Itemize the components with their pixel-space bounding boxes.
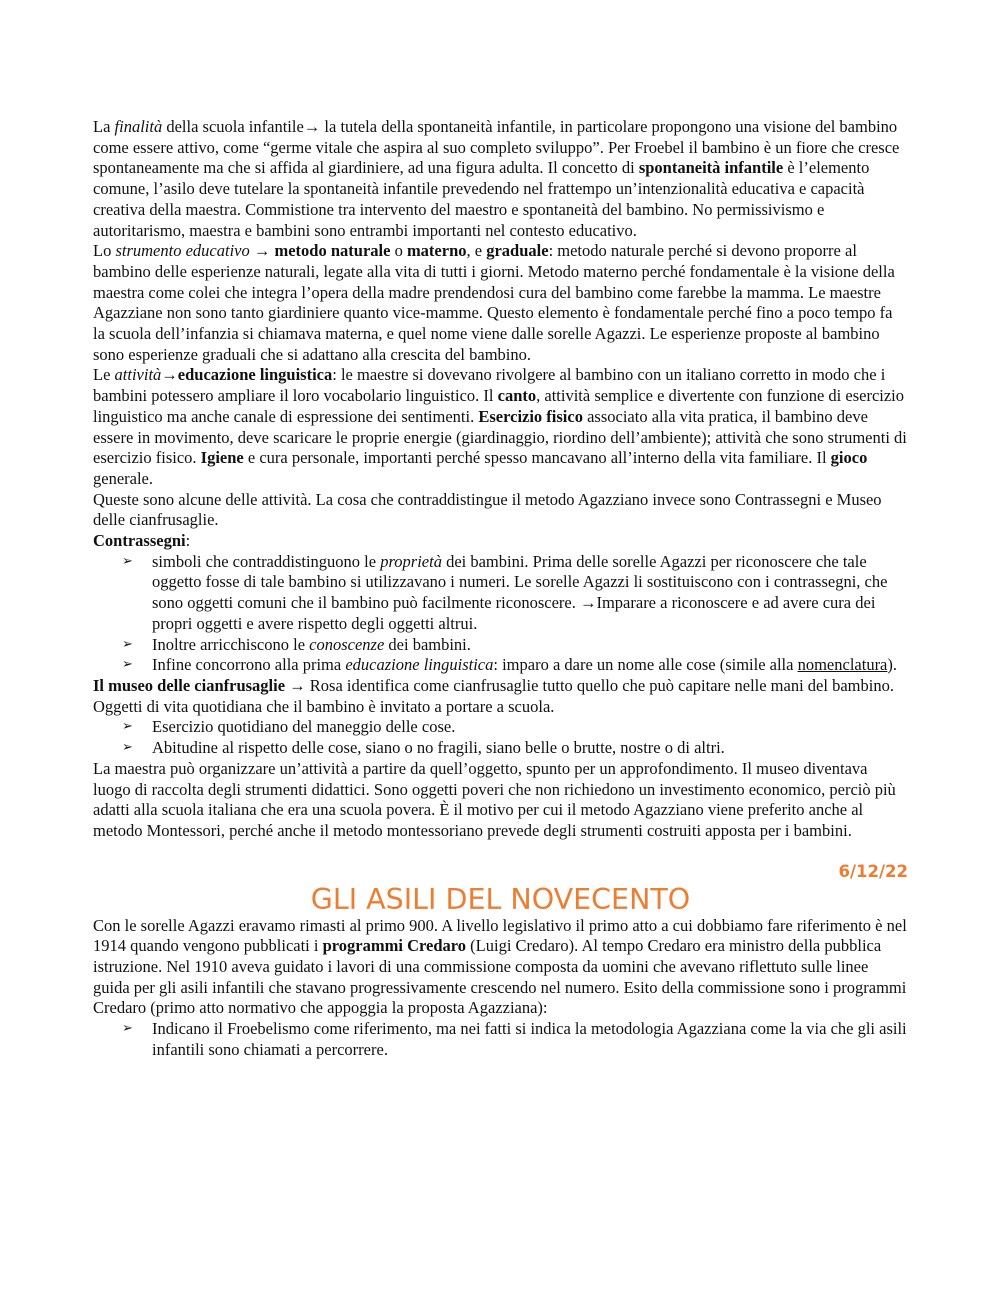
contrassegni-list [93, 552, 908, 676]
paragraph-attivita [93, 365, 908, 489]
right-arrow-icon: → [161, 365, 178, 385]
term-graduale: graduale [486, 241, 549, 261]
term-canto: canto [497, 386, 537, 406]
text: o [390, 241, 407, 261]
text: la tutela della spontaneità infantile, in particolare propongono una visione del bambino come essere attivo, come “germe vitale che aspira al suo completo sviluppo”. Per Froebel il bambino è un fiore che cresce spontaneamente ma che si affida al giardiniere, ad una figura adulta. Il concetto di [93, 117, 900, 178]
right-arrow-icon: → [579, 593, 597, 613]
paragraph-strumento [93, 241, 908, 365]
term-educazione-linguistica: educazione linguistica [345, 655, 494, 675]
text: e cura personale, importanti perché spesso mancavano all’interno della vita familiare. Il [243, 448, 831, 468]
paragraph-maestra: La maestra può organizzare un’attività a partire da quell’oggetto, spunto per un approfondimento. Il museo diventava luogo di raccolta degli strumenti didattici. Sono oggetti poveri che non richiedono un investimento economico, perciò più adatti alla scuola italiana che era una scuola povera. È il motivo per cui il metodo Agazziano viene preferito anche al metodo Montessori, perché anche il metodo montessoriano prevede degli strumenti costruiti apposta per i bambini. [93, 758, 896, 840]
text: della scuola infantile [162, 117, 304, 136]
term-gioco: gioco [830, 448, 868, 468]
term-proprieta: proprietà [380, 551, 442, 571]
list-item [122, 634, 908, 656]
text: Con le sorelle Agazzi eravamo rimasti al primo 900. A livello legislativo il primo atto a cui dobbiamo fare riferimento è nel 1914 quando vengono pubblicati i [93, 915, 907, 956]
right-arrow-icon: → [289, 675, 306, 695]
paragraph-queste: Queste sono alcune delle attività. La cosa che contraddistingue il metodo Agazziano invece sono Contrassegni e Museo delle cianfrusaglie. [93, 489, 882, 530]
text: ). [887, 655, 898, 675]
term-educazione-linguistica: educazione linguistica [177, 365, 333, 385]
text: Imparare a riconoscere e ad avere cura dei propri oggetti e avere rispetto degli oggetti altrui. [152, 593, 876, 633]
term-esercizio-fisico: Esercizio fisico [478, 406, 583, 426]
text: Lo [93, 241, 116, 261]
text: simboli che contraddistinguono le [152, 551, 381, 571]
list-item [122, 655, 908, 676]
text: (Luigi Credaro). Al tempo Credaro era ministro della pubblica istruzione. Nel 1910 aveva guidato i lavori di una commissione composta da uomini che avevano riflettuto sulle linee guida per gli asili infantili che stavano progressivamente crescendo nel numero. Esito della commissione sono i programmi Credaro (primo atto normativo che appoggia la proposta Agazziana): [93, 936, 907, 1018]
text: Infine concorrono alla prima [152, 655, 346, 675]
paragraph-contrassegni-heading [93, 531, 908, 552]
museo-list [93, 717, 908, 758]
text: , e [466, 241, 487, 261]
list-item [122, 717, 908, 738]
arrowhead-bullet-icon: ➢ [122, 719, 133, 735]
text: : le maestre si dovevano rivolgere al bambino con un italiano corretto in modo che i bambini potessero ampliare il loro vocabolario linguistico. Il [93, 365, 886, 406]
text: : metodo naturale perché si devono proporre al bambino delle esperienze naturali, legate alla vita di tutti i giorni. Metodo materno perché fondamentale è la visione della maestra come colei che integra l’opera della madre prendendosi cura del bambino come farebbe la mamma. Le maestre Agazziane non sono tanto giardiniere quanto vice-mamme. Questo elemento è fondamentale perché fino a poco tempo fa la scuola dell’infanzia si chiamava materna, e quel nome viene dalle sorelle Agazzi. Le esperienze proposte al bambino sono esperienze graduali che si adattano alla crescita del bambino. [93, 241, 895, 364]
term-nomenclatura: nomenclatura [797, 655, 888, 675]
paragraph-credaro [93, 916, 908, 1020]
term-conoscenze: conoscenze [309, 634, 385, 654]
credaro-list [93, 1019, 908, 1060]
date-label: 6/12/22 [838, 861, 908, 881]
document-page [93, 117, 908, 1061]
text: , attività semplice e divertente con funzione di esercizio linguistico ma anche canale di espressione dei sentimenti. [93, 386, 905, 426]
term-programmi-credaro: programmi Credaro [322, 936, 467, 956]
text: : imparo a dare un nome alle cose (simile alla [493, 655, 798, 675]
section-heading: GLI ASILI DEL NOVECENTO [310, 882, 691, 916]
text: è l’elemento comune, l’asilo deve tutelare la spontaneità infantile prevedendo nel frattempo un’intenzionalità educativa e capacità creativa della maestra. Commistione tra intervento del maestro e spontaneità del bambino. No permissivismo e autoritarismo, maestra e bambini sono entrambi importanti nel contesto educativo. [93, 158, 870, 240]
term-igiene: Igiene [200, 448, 244, 468]
term-finalita: finalità [114, 117, 163, 136]
arrowhead-bullet-icon: ➢ [122, 740, 133, 756]
list-item-text: Indicano il Froebelismo come riferimento, ma nei fatti si indica la metodologia Agazziana come la via che gli asili infantili sono chiamati a percorrere. [152, 1019, 907, 1059]
text: dei bambini. [384, 634, 471, 654]
text: dei bambini. Prima delle sorelle Agazzi per riconoscere che tale oggetto fosse di tale bambino si utilizzavano i numeri. Le sorelle Agazzi li sostituiscono con i contrassegni, che sono oggetti comuni che il bambino può facilmente riconoscere. [152, 551, 888, 613]
text: La [93, 117, 115, 136]
text: Rosa identifica come cianfrusaglie tutto quello che può capitare nelle mani del bambino. Oggetti di vita quotidiana che il bambino è invitato a portare a scuola. [93, 675, 894, 716]
arrowhead-bullet-icon: ➢ [122, 636, 133, 652]
term-materno: materno [406, 241, 467, 261]
term-strumento: strumento educativo [115, 241, 250, 261]
arrowhead-bullet-icon: ➢ [122, 657, 133, 673]
arrowhead-bullet-icon: ➢ [122, 1021, 133, 1037]
list-item [122, 1019, 908, 1060]
paragraph-museo [93, 676, 908, 717]
text: associato alla vita pratica, il bambino deve essere in movimento, deve scaricare le proprie energie (giardinaggio, riordino dell’ambiente); attività che sono strumenti di esercizio fisico. [93, 406, 907, 468]
right-arrow-icon: → [253, 241, 271, 261]
term-contrassegni: Contrassegni [93, 531, 186, 551]
term-museo-cianfrusaglie: Il museo delle cianfrusaglie [93, 675, 286, 695]
term-metodo-naturale: metodo naturale [274, 241, 391, 261]
text: : [185, 531, 191, 551]
right-arrow-icon: → [303, 117, 321, 136]
text: generale. [93, 468, 153, 488]
text: Inoltre arricchiscono le [152, 634, 310, 654]
text: Le [93, 365, 115, 385]
term-attivita: attività [114, 365, 162, 385]
term-spontaneita: spontaneità infantile [638, 158, 784, 178]
list-item [122, 551, 908, 635]
list-item-text: Esercizio quotidiano del maneggio delle cose. [152, 717, 456, 737]
arrowhead-bullet-icon: ➢ [122, 553, 133, 569]
list-item [122, 738, 908, 759]
list-item-text: Abitudine al rispetto delle cose, siano o no fragili, siano belle o brutte, nostre o di altri. [152, 738, 725, 758]
paragraph-finalita [93, 117, 908, 241]
